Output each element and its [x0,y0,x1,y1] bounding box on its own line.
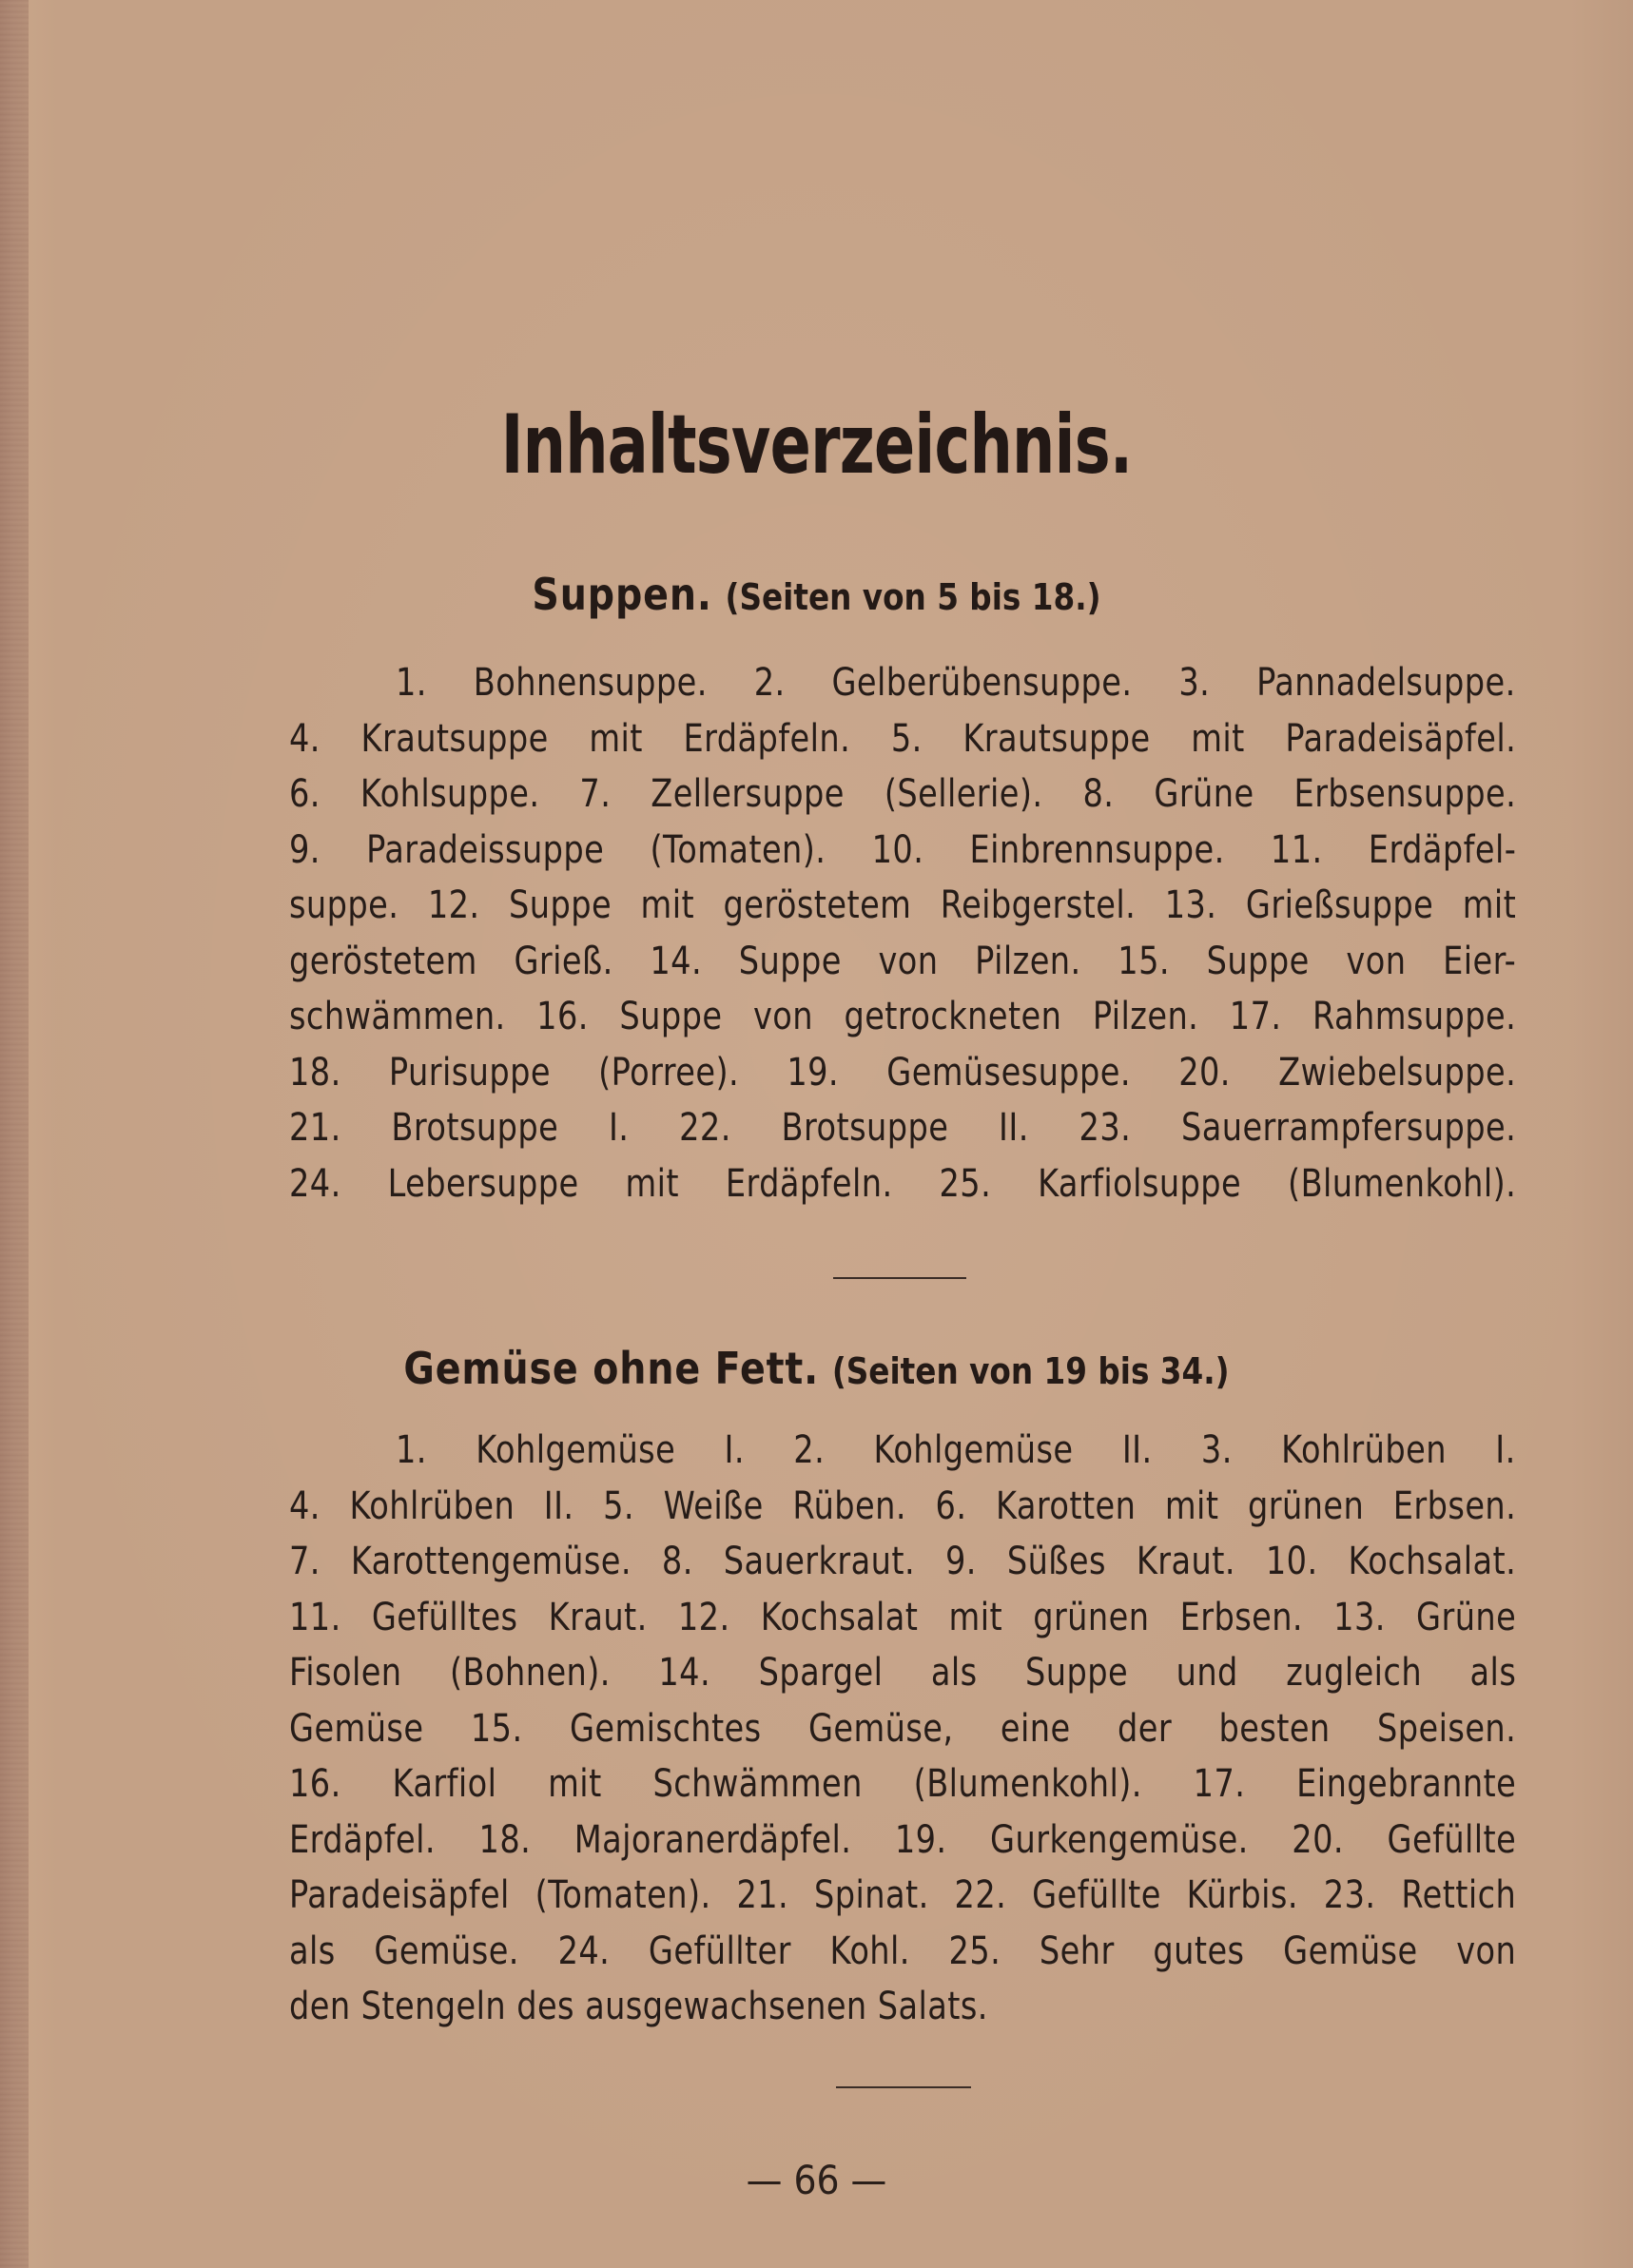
section-title: Suppen. [532,569,712,620]
page-number: — 66 — [746,2157,887,2203]
contents-line: 1. Kohlgemüse I. 2. Kohlgemüse II. 3. Kohlrüben I. [396,1428,1516,1472]
section-contents-gemuese [289,1423,1516,2035]
contents-line: geröstetem Grieß. 14. Suppe von Pilzen. 15. Suppe von Eier- [289,939,1517,983]
contents-line: Fisolen (Bohnen). 14. Spargel als Suppe und zugleich als [289,1651,1517,1695]
contents-line: 4. Krautsuppe mit Erdäpfeln. 5. Krautsuppe mit Paradeisäpfel. [289,716,1517,761]
contents-line: als Gemüse. 24. Gefüllter Kohl. 25. Sehr gutes Gemüse von [289,1929,1517,1973]
contents-line: 21. Brotsuppe I. 22. Brotsuppe II. 23. Sauerrampfersuppe. [289,1106,1517,1150]
section-heading-gemuese [114,1343,1519,1394]
contents-line: schwämmen. 16. Suppe von getrockneten Pilzen. 17. Rahmsuppe. [289,995,1517,1038]
contents-line: 11. Gefülltes Kraut. 12. Kochsalat mit grünen Erbsen. 13. Grüne [289,1595,1517,1639]
page-title: Inhaltsverzeichnis. [500,397,1133,493]
section-heading-suppen [114,569,1519,620]
contents-line: 9. Paradeissuppe (Tomaten). 10. Einbrennsuppe. 11. Erdäpfel- [289,827,1517,872]
contents-line: 1. Bohnensuppe. 2. Gelberübensuppe. 3. Pannadelsuppe. [396,661,1516,705]
contents-line: den Stengeln des ausgewachsenen Salats. [289,1985,988,2028]
contents-line: 4. Kohlrüben II. 5. Weiße Rüben. 6. Karotten mit grünen Erbsen. [289,1483,1517,1528]
contents-line: suppe. 12. Suppe mit geröstetem Reibgerstel. 13. Grießsuppe mit [289,883,1517,927]
contents-line: 6. Kohlsuppe. 7. Zellersuppe (Sellerie). 8. Grüne Erbsensuppe. [289,772,1517,816]
contents-line: Gemüse 15. Gemischtes Gemüse, eine der besten Speisen. [289,1706,1517,1751]
section-page-range: (Seiten von 5 bis 18.) [725,576,1101,618]
contents-line: Paradeisäpfel (Tomaten). 21. Spinat. 22. Gefüllte Kürbis. 23. Rettich [289,1873,1517,1917]
contents-line: 16. Karfiol mit Schwämmen (Blumenkohl). 17. Eingebrannte [289,1762,1517,1806]
section-divider [833,1277,966,1279]
section-divider [836,2086,971,2088]
section-title: Gemüse ohne Fett. [403,1343,820,1394]
contents-line: 7. Karottengemüse. 8. Sauerkraut. 9. Süßes Kraut. 10. Kochsalat. [289,1540,1517,1583]
contents-line: 24. Lebersuppe mit Erdäpfeln. 25. Karfiolsuppe (Blumenkohl). [289,1161,1517,1206]
page-gutter-shadow [0,0,29,2268]
contents-line: 18. Purisuppe (Porree). 19. Gemüsesuppe. 20. Zwiebelsuppe. [289,1050,1517,1095]
section-page-range: (Seiten von 19 bis 34.) [831,1350,1230,1392]
section-contents-suppen [289,655,1516,1212]
contents-line: Erdäpfel. 18. Majoranerdäpfel. 19. Gurkengemüse. 20. Gefüllte [289,1817,1517,1862]
